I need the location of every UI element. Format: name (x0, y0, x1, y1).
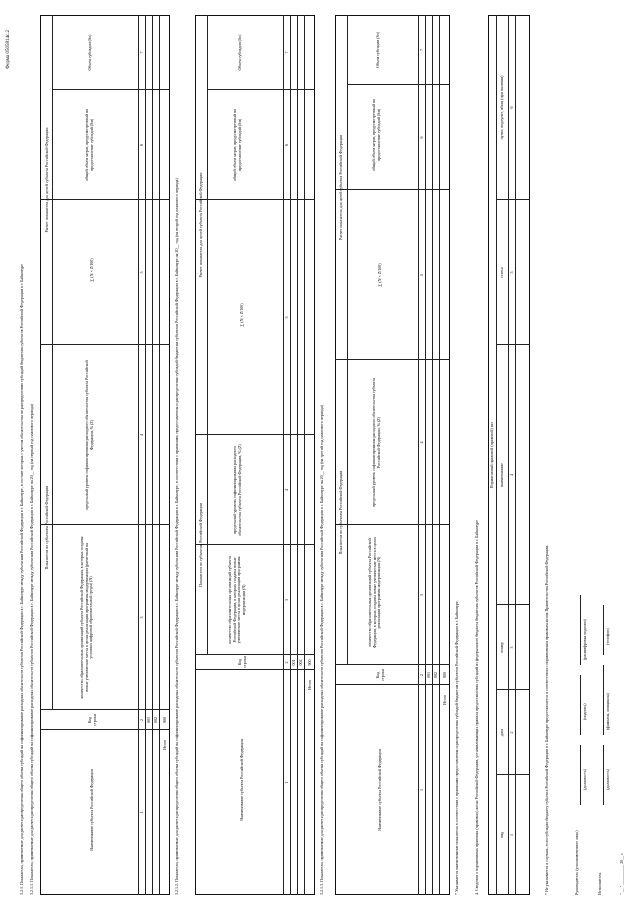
head-label: Руководитель (уполномоченное лицо) (574, 830, 579, 895)
t4-col-2: дата (499, 728, 504, 737)
head-position-caption: (должность) (582, 769, 587, 790)
t2-col-name: Наименование субъекта Российской Федерации (239, 739, 244, 821)
section-3-2-2-heading: 3.2.1.2. Показатели, применяемые для расчета распределения общего объема субсидий на софинансирование расходных обязательств субъектов Российской Федерации в г. Байконуре между субъектами Российской Федерации в г. Байконуре, в соответствии с правилами, предоставления и распределения субсидий бюджетам субъектов Российской Федерации в г. Байконуре на 20__ год (на второй год планового периода) (174, 178, 179, 895)
t3-row-code-2: 002 (433, 672, 438, 678)
t4-num-5: 5 (509, 271, 514, 274)
t2-num-5: 5 (284, 316, 289, 319)
t1-col-ind2: предельный уровень софинансирования расходного обязательства субъекта Российской Федерации, % (Z) (84, 360, 94, 510)
t1-row-code-1: 001 (146, 717, 151, 723)
t3-col-result: Объем субсидии (Sо) (375, 31, 380, 69)
t4-num-1: 1 (509, 834, 514, 836)
head-sign-caption: (подпись) (582, 703, 587, 720)
executor-phone-caption: (телефон) (605, 628, 610, 645)
t4-group-header: Нормативный правовой (правовой) акт (489, 421, 494, 489)
t3-total-code: 900 (442, 672, 447, 678)
t2-num-3: 3 (284, 599, 289, 601)
t1-num-4: 4 (139, 434, 144, 436)
section-4-heading: 4. Сведения о нормативных правовых (правовых) актах Российской Федерации, устанавливающих правила предоставления субсидий из федерального бюджета бюджетам субъектов Российской Федерации в г. Байконуре (474, 519, 479, 895)
section-3-2-3-heading: 3.2.1.3. Показатели, применяемые для расчета распределения общего объема субсидий на софинансирование расходных обязательств субъектов Российской Федерации в г. Байконуре между субъектами Российской Федерации в г. Байконуре на 20__ год (на третий год планового периода) (319, 405, 324, 895)
section-3-2-1-subheading: 3.2.1.1. Показатели, применяемые для расчета распределения общего объема субсидий на софинансирование расходных обязательств субъектов Российской Федерации в г. Байконуре между субъектами Российской Федерации в г. Байконуре на 20__ год (на первый год планового периода) (29, 404, 34, 895)
t3-indicators-group: Показатели по субъектам Российской Федерации (338, 470, 343, 555)
t3-col-ind1: количество образовательных организаций субъекта Российской Федерации, в которых созданы новые ученические места в целях реализации программы модернизации (N) (367, 536, 382, 649)
t2-num-1: 1 (284, 781, 289, 784)
t4-col-6: пункт, подпункт, абзац (при наличии) (499, 75, 504, 140)
t1-num-3: 3 (139, 616, 144, 619)
t1-col-calc1: ∑ (N × Z/100) (89, 258, 94, 282)
t2-col-calc1: ∑ (N × Z/100) (239, 303, 244, 327)
t3-num-6: 6 (419, 136, 424, 139)
t2-row-code-1: 001 (291, 659, 296, 666)
t2-num-2: 2 (284, 661, 289, 664)
t1-num-5: 5 (139, 271, 144, 274)
t1-col-result: Объем субсидии (Sо) (87, 34, 92, 71)
t3-num-7: 7 (419, 49, 424, 51)
t3-col-calc1: ∑ (N × Z/100) (377, 263, 382, 287)
t3-num-2: 2 (419, 674, 424, 676)
footnote-bottom: * Не указывается в случаях, если субсидии бюджету субъекта Российской Федерации в г. Байконуре предоставляется в соответствии с нормативным правовым актом Правительства Российской Федерации. (544, 544, 549, 895)
t3-col-name: Наименование субъекта Российской Федерации (377, 749, 382, 831)
section-3-2-heading: 3.2.1. Показатели, применяемые для расчета распределения общего объема субсидий на софинансирование расходных обязательств субъектов Российской Федерации в г. Байконуре между субъектами Российской Федерации в г. Байконуре, в составе которых с учетом обязательства по распределению субсидий бюджетам субъектов Российской Федерации в г. Байконуре (19, 263, 24, 895)
t3-num-5: 5 (419, 274, 424, 276)
t3-row-code-1: 001 (426, 672, 431, 678)
t4-col-5: статья (499, 267, 504, 278)
t4-num-3: 3 (509, 646, 514, 649)
executor-label: Исполнитель (597, 872, 602, 895)
t4-col-4: наименование (499, 462, 504, 488)
t3-num-1: 1 (419, 789, 424, 791)
t4-col-3: номер (499, 642, 504, 653)
t2-total-code: 900 (307, 659, 312, 666)
t2-row-code-2: 002 (298, 659, 303, 666)
t3-col-code: Код строки (375, 669, 385, 681)
t2-col-ind2: предельный уровень софинансирования расходного обязательства субъекта Российской Федерации, % (Z) (232, 444, 242, 536)
form-code: Форма 0505814с.2 (6, 30, 11, 69)
t2-num-6: 6 (284, 144, 289, 146)
t3-calc-group: Расчет показателя для целей субъекта Российской Федерации (338, 135, 343, 240)
t2-col-result: Объем субсидии (Sо) (237, 34, 242, 71)
table-3-2-1 (40, 15, 170, 895)
t2-col-ind1: количество образовательных организаций субъекта Российской Федерации, в которых созданы новые ученические места в целях реализации программы модернизации (N) (227, 556, 246, 644)
t1-num-6: 6 (139, 144, 144, 146)
t2-num-7: 7 (284, 51, 289, 54)
t3-col-calc2: общий объем затрат, предусмотренный на предоставление субсидий (Sм) (371, 99, 381, 171)
head-name-caption: (расшифровка подписи) (582, 619, 587, 660)
t1-total-code: 900 (162, 717, 167, 723)
t1-col-code: Код строки (87, 714, 97, 726)
t1-total-label: Итого (162, 739, 167, 750)
t4-num-2: 2 (509, 731, 514, 734)
t3-num-3: 3 (419, 594, 424, 596)
t4-num-4: 4 (509, 474, 514, 476)
t2-col-code: Код строки (237, 656, 247, 668)
footnote-mid: * Указывается наименование показателя в соответствии с правилами предоставления и распределения субсидий бюджетам субъектов Российской Федерации в г. Байконуре. (454, 600, 459, 895)
executor-position-caption: (должность) (605, 769, 610, 790)
t2-num-4: 4 (284, 489, 289, 491)
t1-num-2: 2 (139, 719, 144, 721)
signature-date: " __ " __________ 20__ г. (619, 852, 624, 895)
t3-col-ind2: предельный уровень софинансирования расходного обязательства субъекта Российской Федерации, % (Z) (371, 378, 381, 507)
t4-col-1: вид (499, 831, 504, 839)
t3-num-4: 4 (419, 441, 424, 444)
t1-num-1: 1 (139, 811, 144, 814)
t1-indicators-group: Показатели по субъектам Российской Федерации (44, 485, 49, 570)
t1-col-calc2: общий объем затрат, предусмотренный на предоставление субсидий (Sм) (84, 109, 94, 181)
t1-num-7: 7 (139, 51, 144, 54)
t3-total-label: Итого (442, 694, 447, 705)
t1-col-ind1: количество образовательных организаций субъекта Российской Федерации, в которых созданы новые ученические места в целях реализации программы модернизации (расчетный на условиях цифровой образовательной среды) (N) (79, 536, 94, 699)
t1-row-code-2: 002 (153, 717, 158, 723)
executor-name-caption: (фамилия, инициалы) (605, 693, 610, 730)
t1-calc-group: Расчет показателя для целей субъекта Российской Федерации (44, 127, 49, 233)
t4-num-6: 6 (509, 106, 514, 109)
t2-calc-group: Расчет показателя для целей субъекта Российской Федерации (198, 172, 203, 278)
t2-col-calc2: общий объем затрат, предусмотренный на предоставление субсидий (Sм) (232, 109, 242, 181)
t2-indicators-group: Показатели по субъектам Российской Федерации (198, 503, 203, 587)
t1-col-name: Наименование субъекта Российской Федерации (89, 769, 94, 851)
t2-total-label: Итого (307, 679, 312, 690)
